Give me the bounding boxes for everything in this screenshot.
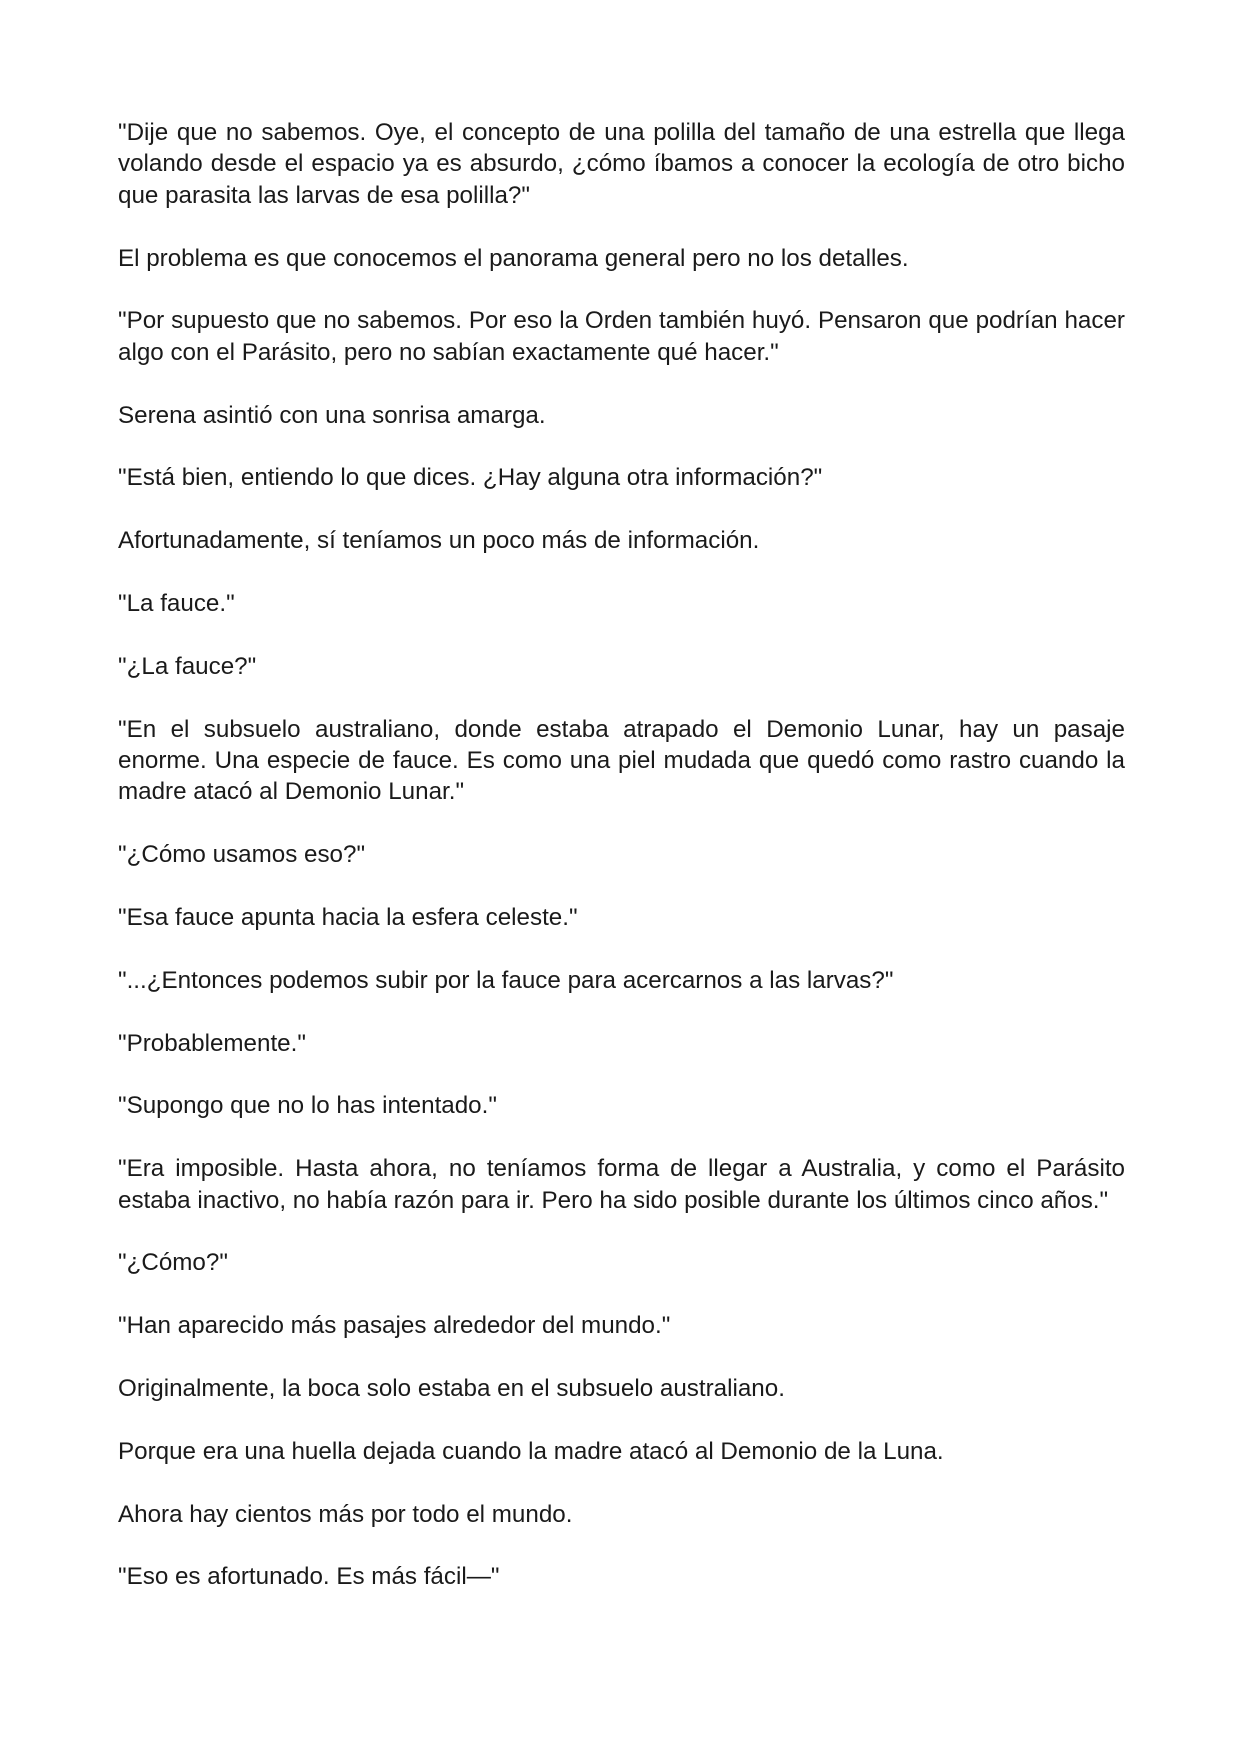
paragraph: "Eso es afortunado. Es más fácil—" (118, 1563, 500, 1591)
paragraph: "¿Cómo usamos eso?" (118, 841, 366, 869)
paragraph: Ahora hay cientos más por todo el mundo. (118, 1500, 573, 1528)
paragraph: "Era imposible. Hasta ahora, no teníamos forma de llegar a Australia, y como el Parásito estaba inactivo, no había razón para ir. Pero ha sido posible durante los últimos cinco años." (118, 1155, 1125, 1214)
paragraph: "Supongo que no lo has intentado." (118, 1092, 497, 1120)
paragraph: "Dije que no sabemos. Oye, el concepto de una polilla del tamaño de una estrella que llega volando desde el espacio ya es absurdo, ¿cómo íbamos a conocer la ecología de otro bicho que parasita las larvas de esa polilla?" (118, 119, 1125, 209)
paragraph: "Han aparecido más pasajes alrededor del mundo." (118, 1312, 671, 1340)
paragraph: Originalmente, la boca solo estaba en el subsuelo australiano. (118, 1374, 785, 1402)
paragraph: "...¿Entonces podemos subir por la fauce para acercarnos a las larvas?" (118, 966, 894, 994)
paragraph: "Por supuesto que no sabemos. Por eso la Orden también huyó. Pensaron que podrían hacer algo con el Parásito, pero no sabían exactamente qué hacer." (118, 307, 1125, 366)
paragraph: "Está bien, entiendo lo que dices. ¿Hay alguna otra información?" (118, 464, 823, 492)
paragraph: "Probablemente." (118, 1029, 306, 1057)
paragraph: Porque era una huella dejada cuando la madre atacó al Demonio de la Luna. (118, 1437, 944, 1465)
paragraph: "Esa fauce apunta hacia la esfera celeste." (118, 904, 578, 931)
paragraph: "¿La fauce?" (118, 652, 257, 680)
paragraph: "La fauce." (118, 590, 235, 617)
paragraph: Serena asintió con una sonrisa amarga. (118, 401, 546, 429)
paragraph: Afortunadamente, sí teníamos un poco más de información. (118, 527, 760, 555)
paragraph: El problema es que conocemos el panorama general pero no los detalles. (118, 244, 909, 272)
paragraph: "En el subsuelo australiano, donde estaba atrapado el Demonio Lunar, hay un pasaje enorme. Una especie de fauce. Es como una piel mudada que quedó como rastro cuando la madre atacó al Demonio Lunar." (118, 715, 1125, 806)
paragraph: "¿Cómo?" (118, 1249, 228, 1277)
document-page (118, 117, 1125, 1624)
